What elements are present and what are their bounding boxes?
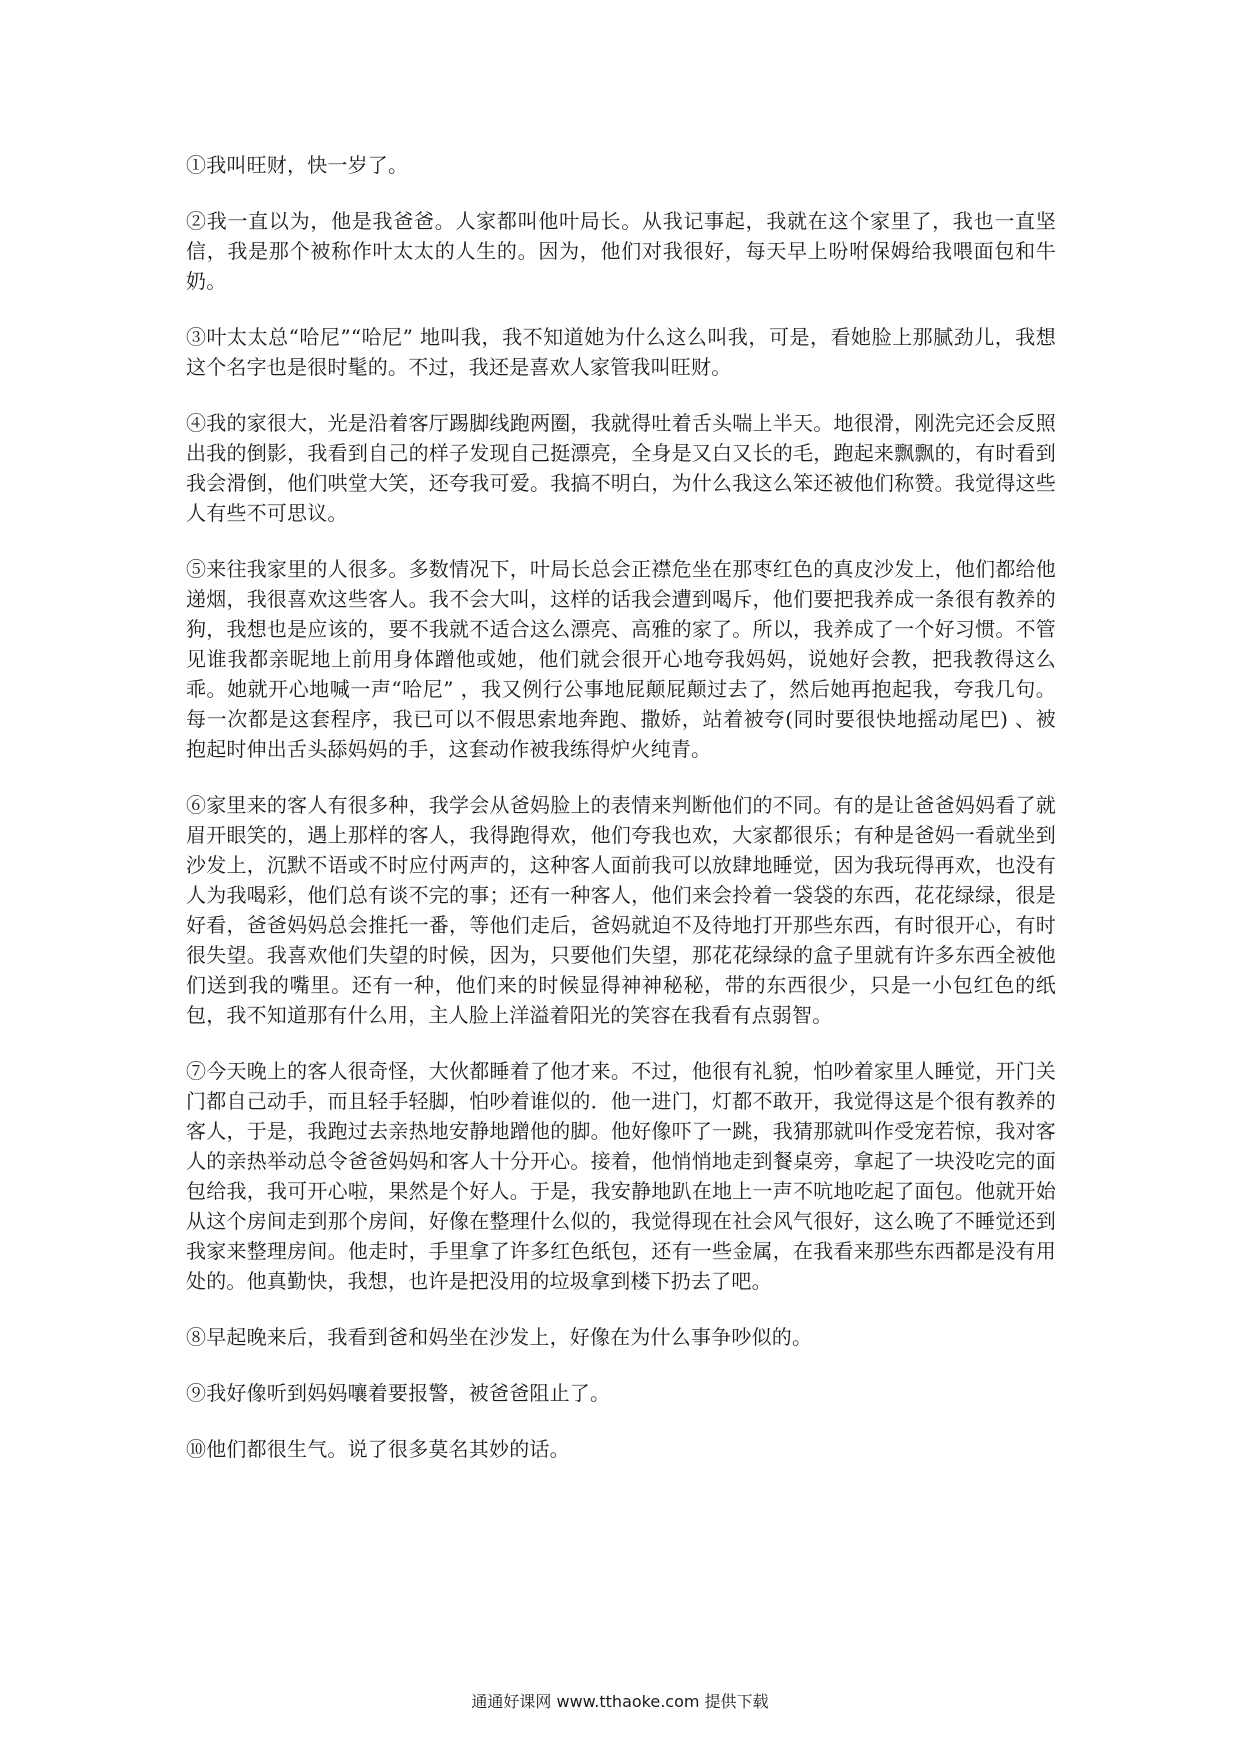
paragraph-2: ②我一直以为，他是我爸爸。人家都叫他叶局长。从我记事起，我就在这个家里了，我也一直坚信，我是那个被称作叶太太的人生的。因为，他们对我很好，每天早上吩咐保姆给我喂面包和牛奶。 bbox=[186, 209, 1056, 293]
paragraph-5: ⑤来往我家里的人很多。多数情况下，叶局长总会正襟危坐在那枣红色的真皮沙发上，他们都给他递烟，我很喜欢这些客人。我不会大叫，这样的话我会遭到喝斥，他们要把我养成一条很有教养的狗，我想也是应该的，要不我就不适合这么漂亮、高雅的家了。所以，我养成了一个好习惯。不管见谁我都亲昵地上前用身体蹭他或她，他们就会很开心地夸我妈妈，说她好会教，把我教得这么乖。她就开心地喊一声“哈尼” ，我又例行公事地屁颠屁颠过去了，然后她再抱起我，夸我几句。每一次都是这套程序，我已可以不假思索地奔跑、撒娇，站着被夸(同时要很快地摇动尾巴) 、被抱起时伸出舌头舔妈妈的手，这套动作被我练得炉火纯青。 bbox=[186, 557, 1056, 761]
page-footer: 通通好课网 www.tthaoke.com 提供下载 bbox=[471, 1692, 769, 1711]
paragraph-8: ⑧早起晚来后，我看到爸和妈坐在沙发上，好像在为什么事争吵似的。 bbox=[186, 1325, 813, 1349]
paragraph-9: ⑨我好像听到妈妈嚷着要报警，被爸爸阻止了。 bbox=[186, 1381, 611, 1405]
paragraph-4: ④我的家很大，光是沿着客厅踢脚线跑两圈，我就得吐着舌头喘上半天。地很滑，刚洗完还会反照出我的倒影，我看到自己的样子发现自己挺漂亮，全身是又白又长的毛，跑起来飘飘的，有时看到我会滑倒，他们哄堂大笑，还夸我可爱。我搞不明白，为什么我这么笨还被他们称赞。我觉得这些人有些不可思议。 bbox=[186, 411, 1056, 525]
paragraph-10: ⑩他们都很生气。说了很多莫名其妙的话。 bbox=[186, 1437, 570, 1461]
paragraph-1: ①我叫旺财，快一岁了。 bbox=[186, 153, 409, 177]
paragraph-3: ③叶太太总“哈尼”“哈尼” 地叫我，我不知道她为什么这么叫我，可是，看她脸上那腻劲儿，我想这个名字也是很时髦的。不过，我还是喜欢人家管我叫旺财。 bbox=[186, 325, 1056, 379]
paragraph-7: ⑦今天晚上的客人很奇怪，大伙都睡着了他才来。不过，他很有礼貌，怕吵着家里人睡觉，开门关门都自己动手，而且轻手轻脚，怕吵着谁似的．他一进门，灯都不敢开，我觉得这是个很有教养的客人，于是，我跑过去亲热地安静地蹭他的脚。他好像吓了一跳，我猜那就叫作受宠若惊，我对客人的亲热举动总令爸爸妈妈和客人十分开心。接着，他悄悄地走到餐桌旁，拿起了一块没吃完的面包给我，我可开心啦，果然是个好人。于是，我安静地趴在地上一声不吭地吃起了面包。他就开始从这个房间走到那个房间，好像在整理什么似的，我觉得现在社会风气很好，这么晚了不睡觉还到我家来整理房间。他走时，手里拿了许多红色纸包，还有一些金属，在我看来那些东西都是没有用处的。他真勤快，我想，也许是把没用的垃圾拿到楼下扔去了吧。 bbox=[186, 1059, 1056, 1293]
article-body bbox=[186, 150, 1056, 1490]
paragraph-6: ⑥家里来的客人有很多种，我学会从爸妈脸上的表情来判断他们的不同。有的是让爸爸妈妈看了就眉开眼笑的，遇上那样的客人，我得跑得欢，他们夸我也欢，大家都很乐；有种是爸妈一看就坐到沙发上，沉默不语或不时应付两声的，这种客人面前我可以放肆地睡觉，因为我玩得再欢，也没有人为我喝彩，他们总有谈不完的事；还有一种客人，他们来会拎着一袋袋的东西，花花绿绿，很是好看，爸爸妈妈总会推托一番，等他们走后，爸妈就迫不及待地打开那些东西，有时很开心，有时很失望。我喜欢他们失望的时候，因为，只要他们失望，那花花绿绿的盒子里就有许多东西全被他们送到我的嘴里。还有一种，他们来的时候显得神神秘秘，带的东西很少，只是一小包红色的纸包，我不知道那有什么用，主人脸上洋溢着阳光的笑容在我看有点弱智。 bbox=[186, 793, 1056, 1027]
